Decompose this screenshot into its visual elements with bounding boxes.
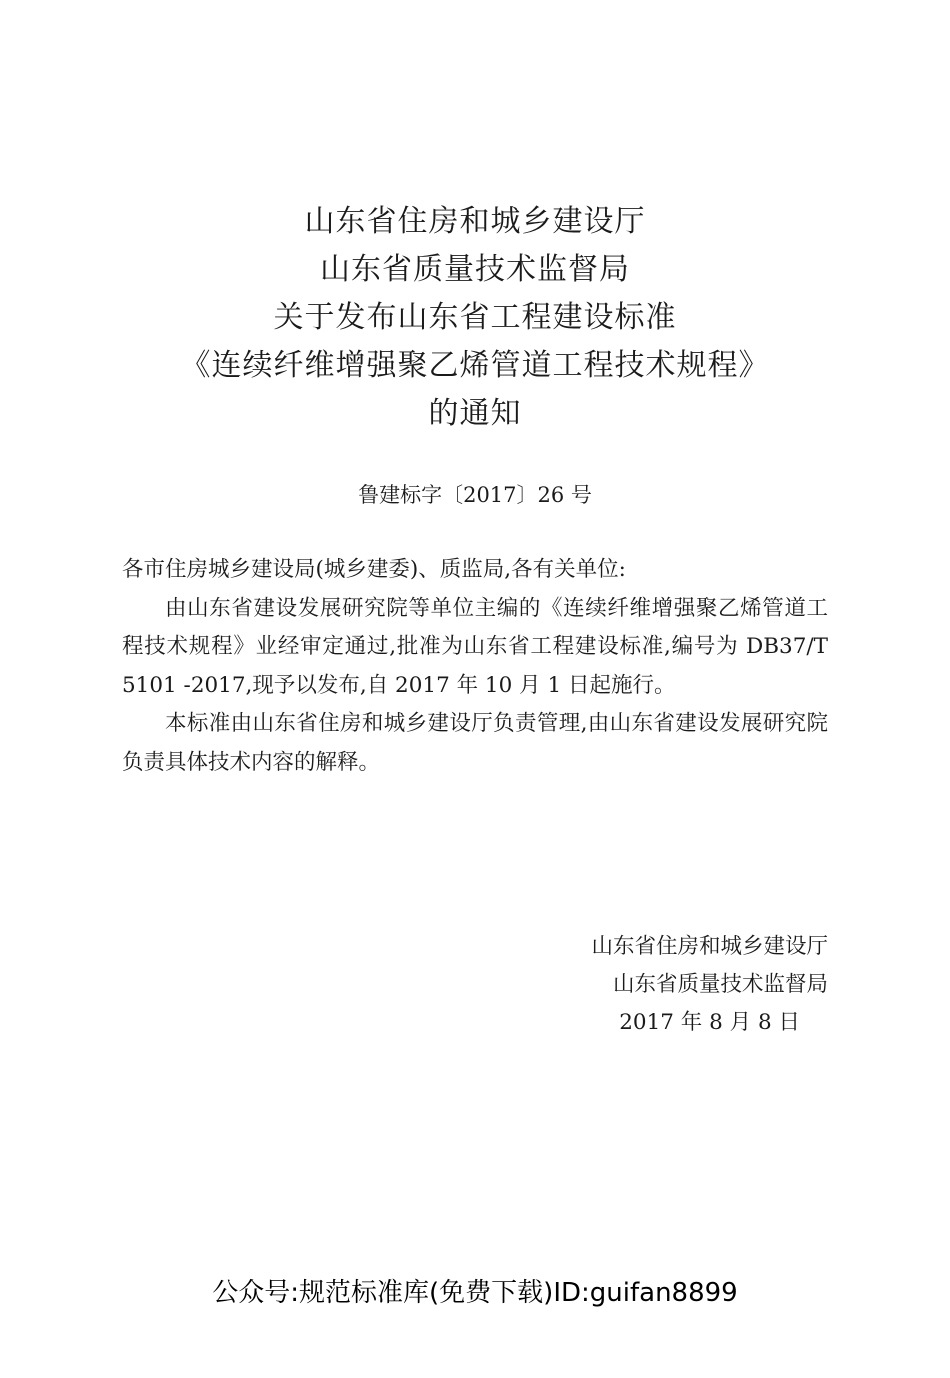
body-paragraph-management: 本标准由山东省住房和城乡建设厅负责管理,由山东省建设发展研究院负责具体技术内容的解释。 (122, 711, 828, 775)
notice-body (122, 551, 828, 782)
body-paragraph-approval: 由山东省建设发展研究院等单位主编的《连续纤维增强聚乙烯管道工程技术规程》业经审定通过,批准为山东省工程建设标准,编号为 DB37/T 5101 -2017,现予以发布,自 2017 年 10 月 1 日起施行。 (122, 595, 828, 698)
signature-date: 2017 年 8 月 8 日 (619, 1010, 800, 1035)
title-line-issuer-1: 山东省住房和城乡建设厅 (304, 204, 646, 239)
title-line-notice: 的通知 (428, 396, 522, 431)
salutation: 各市住房城乡建设局(城乡建委)、质监局,各有关单位: (122, 557, 626, 582)
signature-block (428, 928, 828, 1042)
title-line-issuer-2: 山东省质量技术监督局 (320, 252, 630, 287)
title-line-standard-name: 《连续纤维增强聚乙烯管道工程技术规程》 (180, 348, 770, 383)
document-number: 鲁建标字〔2017〕26 号 (358, 483, 592, 507)
footer-watermark: 公众号:规范标准库(免费下载)ID:guifan8899 (212, 1278, 738, 1308)
signature-org-housing: 山东省住房和城乡建设厅 (591, 934, 828, 959)
title-line-subject: 关于发布山东省工程建设标准 (273, 300, 677, 335)
notice-title (0, 198, 950, 438)
signature-org-quality: 山东省质量技术监督局 (612, 972, 828, 997)
